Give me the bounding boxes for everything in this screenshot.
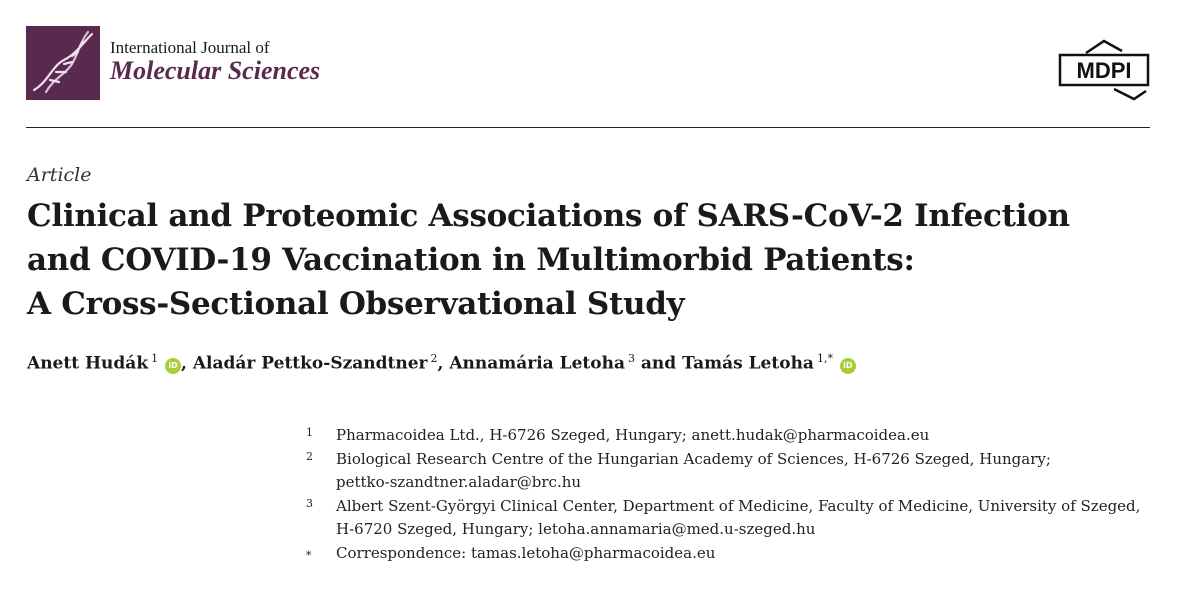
journal-name: Molecular Sciences [110,56,321,85]
orcid-icon[interactable]: iD [165,358,181,374]
author-name: Annamária Letoha [449,353,625,374]
article-title [27,194,1177,326]
author-list [27,352,856,374]
article-title-line: A Cross-Sectional Observational Study [27,286,685,322]
affiliation-text: Biological Research Centre of the Hungarian Academy of Sciences, H-6726 Szeged, Hungary; [336,449,1051,468]
journal-name-prefix: International Journal of [110,38,270,57]
author-separator: , [437,353,450,374]
affiliation-text: H-6720 Szeged, Hungary; letoha.annamaria@med.u-szeged.hu [336,520,816,538]
correspondence-text: Correspondence: tamas.letoha@pharmacoidea.eu [336,543,716,562]
orcid-icon[interactable]: iD [840,358,856,374]
journal-logo [26,26,100,100]
author-affiliation-sup: 1,* [816,352,833,365]
author-separator: , [181,353,193,374]
article-title-line: Clinical and Proteomic Associations of SARS-CoV-2 Infection [27,198,1070,234]
affiliation-marker: 2 [306,449,313,463]
dna-helix-icon [26,26,100,100]
author-name: Tamás Letoha [682,353,814,374]
publisher-logo-text: MDPI [1076,58,1132,83]
author-name: Aladár Pettko-Szandtner [192,353,428,374]
author-affiliation-sup: 3 [627,352,635,365]
affiliation-item [304,448,1184,495]
author-affiliation-sup: 2 [430,352,438,365]
article-type: Article [27,164,92,186]
author-name: Anett Hudák [27,353,149,374]
affiliation-item [304,495,1184,542]
affiliation-item [304,542,1184,566]
affiliations [304,424,1184,565]
correspondence-marker: * [306,548,312,562]
header-divider [26,127,1150,128]
affiliation-marker: 3 [306,496,313,510]
author-separator: and [634,353,683,374]
author-affiliation-sup: 1 [151,352,159,365]
affiliation-text: Pharmacoidea Ltd., H-6726 Szeged, Hungary; anett.hudak@pharmacoidea.eu [336,426,930,444]
affiliation-text: Albert Szent-Györgyi Clinical Center, Department of Medicine, Faculty of Medicine, University of Szeged, [336,496,1141,515]
publisher-logo [1056,37,1152,101]
affiliation-marker: 1 [306,426,313,439]
affiliation-item [304,424,1184,448]
affiliation-email[interactable]: pettko-szandtner.aladar@brc.hu [336,473,582,491]
article-title-line: and COVID-19 Vaccination in Multimorbid Patients: [27,242,915,278]
